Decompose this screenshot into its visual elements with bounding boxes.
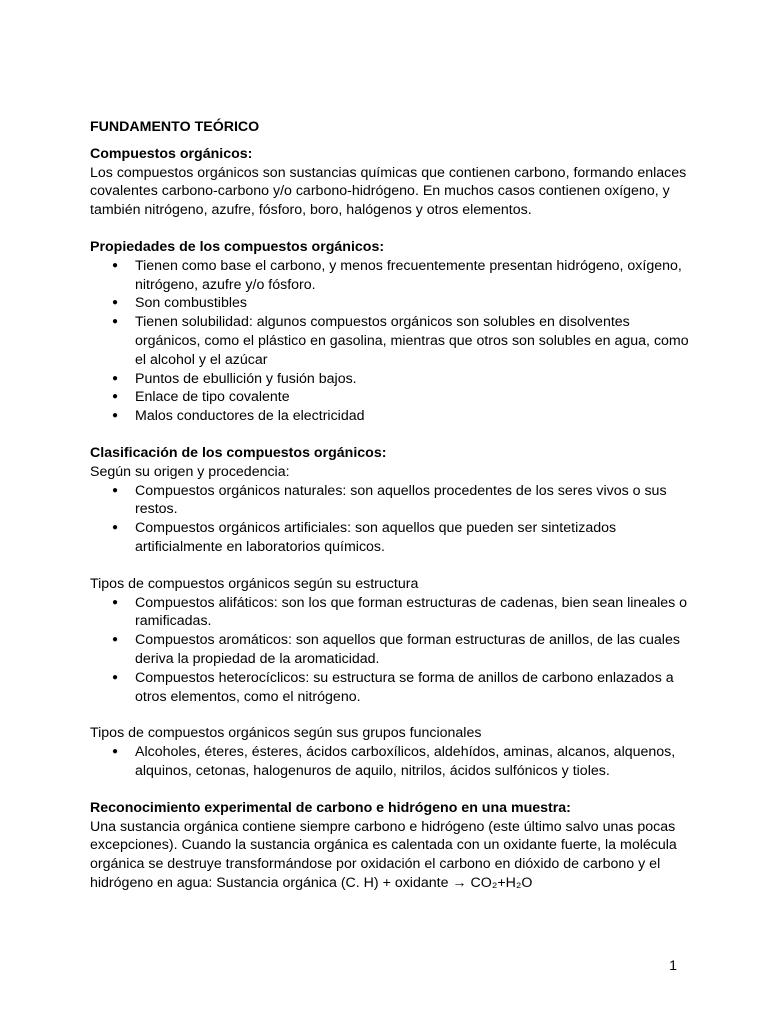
list-item: ● Enlace de tipo covalente (90, 388, 690, 407)
list-item: ● Tienen como base el carbono, y menos frecuentemente presentan hidrógeno, oxígeno, nitrógeno, azufre y/o fósforo. (90, 257, 690, 295)
list-item: ● Compuestos aromáticos: son aquellos que forman estructuras de anillos, de las cuales deriva la propiedad de la aromaticidad. (90, 631, 690, 669)
page-number: 1 (669, 958, 677, 974)
section-estructura (90, 575, 690, 707)
section-clasificacion-origen (90, 444, 690, 557)
list-estructura (90, 594, 690, 707)
list-item: ● Compuestos orgánicos artificiales: son aquellos que pueden ser sintetizados artificialmente en laboratorios químicos. (90, 519, 690, 557)
heading-clasificacion: Clasificación de los compuestos orgánicos: (90, 444, 387, 461)
list-item: ● Compuestos orgánicos naturales: son aquellos procedentes de los seres vivos o sus restos. (90, 482, 690, 520)
document-title: FUNDAMENTO TEÓRICO (90, 119, 260, 135)
intro-grupos: Tipos de compuestos orgánicos según sus grupos funcionales (90, 725, 482, 742)
list-item: ● Malos conductores de la electricidad (90, 407, 690, 426)
intro-origen: Según su origen y procedencia: (90, 463, 290, 480)
section-grupos (90, 724, 690, 780)
section-propiedades (90, 238, 690, 426)
section-compuestos (90, 145, 690, 220)
document-page (90, 118, 690, 911)
list-item: ● Puntos de ebullición y fusión bajos. (90, 370, 690, 389)
paragraph-reconocimiento: Una sustancia orgánica contiene siempre carbono e hidrógeno (este último salvo unas pocas excepciones). Cuando la sustancia orgánica es calentada con un oxidante fuerte, la molécula orgánica se destruye transformándose por oxidación el carbono en dióxido de carbono y el hidrógeno en agua: Sustancia orgánica (C. H) + oxidante → CO₂+H₂O (90, 818, 677, 891)
list-item: ● Son combustibles (90, 294, 690, 313)
heading-compuestos: Compuestos orgánicos: (90, 145, 253, 162)
list-item: ● Compuestos heterocíclicos: su estructura se forma de anillos de carbono enlazados a otros elementos, como el nitrógeno. (90, 669, 690, 707)
intro-estructura: Tipos de compuestos orgánicos según su estructura (90, 575, 419, 592)
section-reconocimiento (90, 799, 690, 893)
heading-reconocimiento: Reconocimiento experimental de carbono e hidrógeno en una muestra: (90, 799, 571, 816)
heading-propiedades: Propiedades de los compuestos orgánicos: (90, 238, 385, 255)
paragraph-compuestos: Los compuestos orgánicos son sustancias químicas que contienen carbono, formando enlaces covalentes carbono-carbono y/o carbono-hidrógeno. En muchos casos contienen oxígeno, y también nitrógeno, azufre, fósforo, boro, halógenos y otros elementos. (90, 164, 687, 219)
list-item: ● Tienen solubilidad: algunos compuestos orgánicos son solubles en disolventes orgánicos, como el plástico en gasolina, mientras que otros son solubles en agua, como el alcohol y el azúcar (90, 313, 690, 369)
list-propiedades (90, 257, 690, 426)
list-item: ● Alcoholes, éteres, ésteres, ácidos carboxílicos, aldehídos, aminas, alcanos, alquenos, alquinos, cetonas, halogenuros de aquilo, nitrilos, ácidos sulfónicos y tioles. (90, 743, 690, 781)
list-origen (90, 482, 690, 557)
list-grupos (90, 743, 690, 781)
list-item: ● Compuestos alifáticos: son los que forman estructuras de cadenas, bien sean lineales o ramificadas. (90, 594, 690, 632)
